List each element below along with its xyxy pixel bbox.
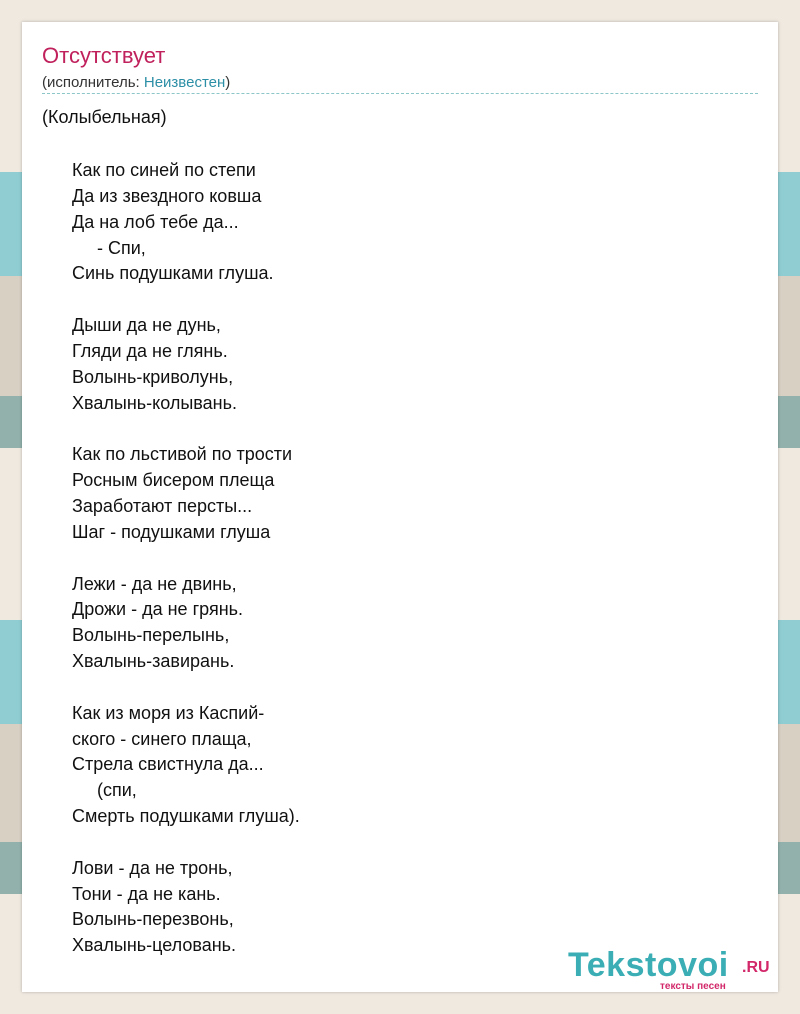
performer-label: (исполнитель: [42, 74, 144, 91]
performer-line [42, 73, 230, 93]
song-title: Отсутствует [42, 43, 166, 68]
lyrics-sheet [22, 22, 778, 992]
performer-link[interactable]: Неизвестен [143, 74, 226, 91]
lyrics-text: Как по синей по степи Да из звездного ковша Да на лоб тебе да... - Спи, Синь подушками глуша. Дыши да не дунь, Гляди да не глянь. Волынь-криволунь, Хвалынь-колывань. Как по льстивой по трости Росным бисером плеща Заработают персты... Шаг - подушками глуша Лежи - да не двинь, Дрожи - да не грянь. Волынь-перелынь, Хвалынь-завирань. Как из моря из Каспий- ского - синего плаща, Стрела свистнула да... (спи, Смерть подушками глуша). Лови - да не тронь, Тони - да не кань. Волынь-перезвонь, Хвалынь-целовань. [72, 160, 300, 956]
title-divider [42, 93, 758, 94]
song-subtitle: (Колыбельная) [42, 107, 167, 127]
performer-close: ) [225, 74, 231, 91]
logo-tagline: тексты песен [660, 981, 726, 992]
logo-wordmark: Tekstovoi [568, 946, 729, 984]
site-logo[interactable] [568, 945, 778, 995]
logo-domain: .RU [742, 959, 770, 976]
